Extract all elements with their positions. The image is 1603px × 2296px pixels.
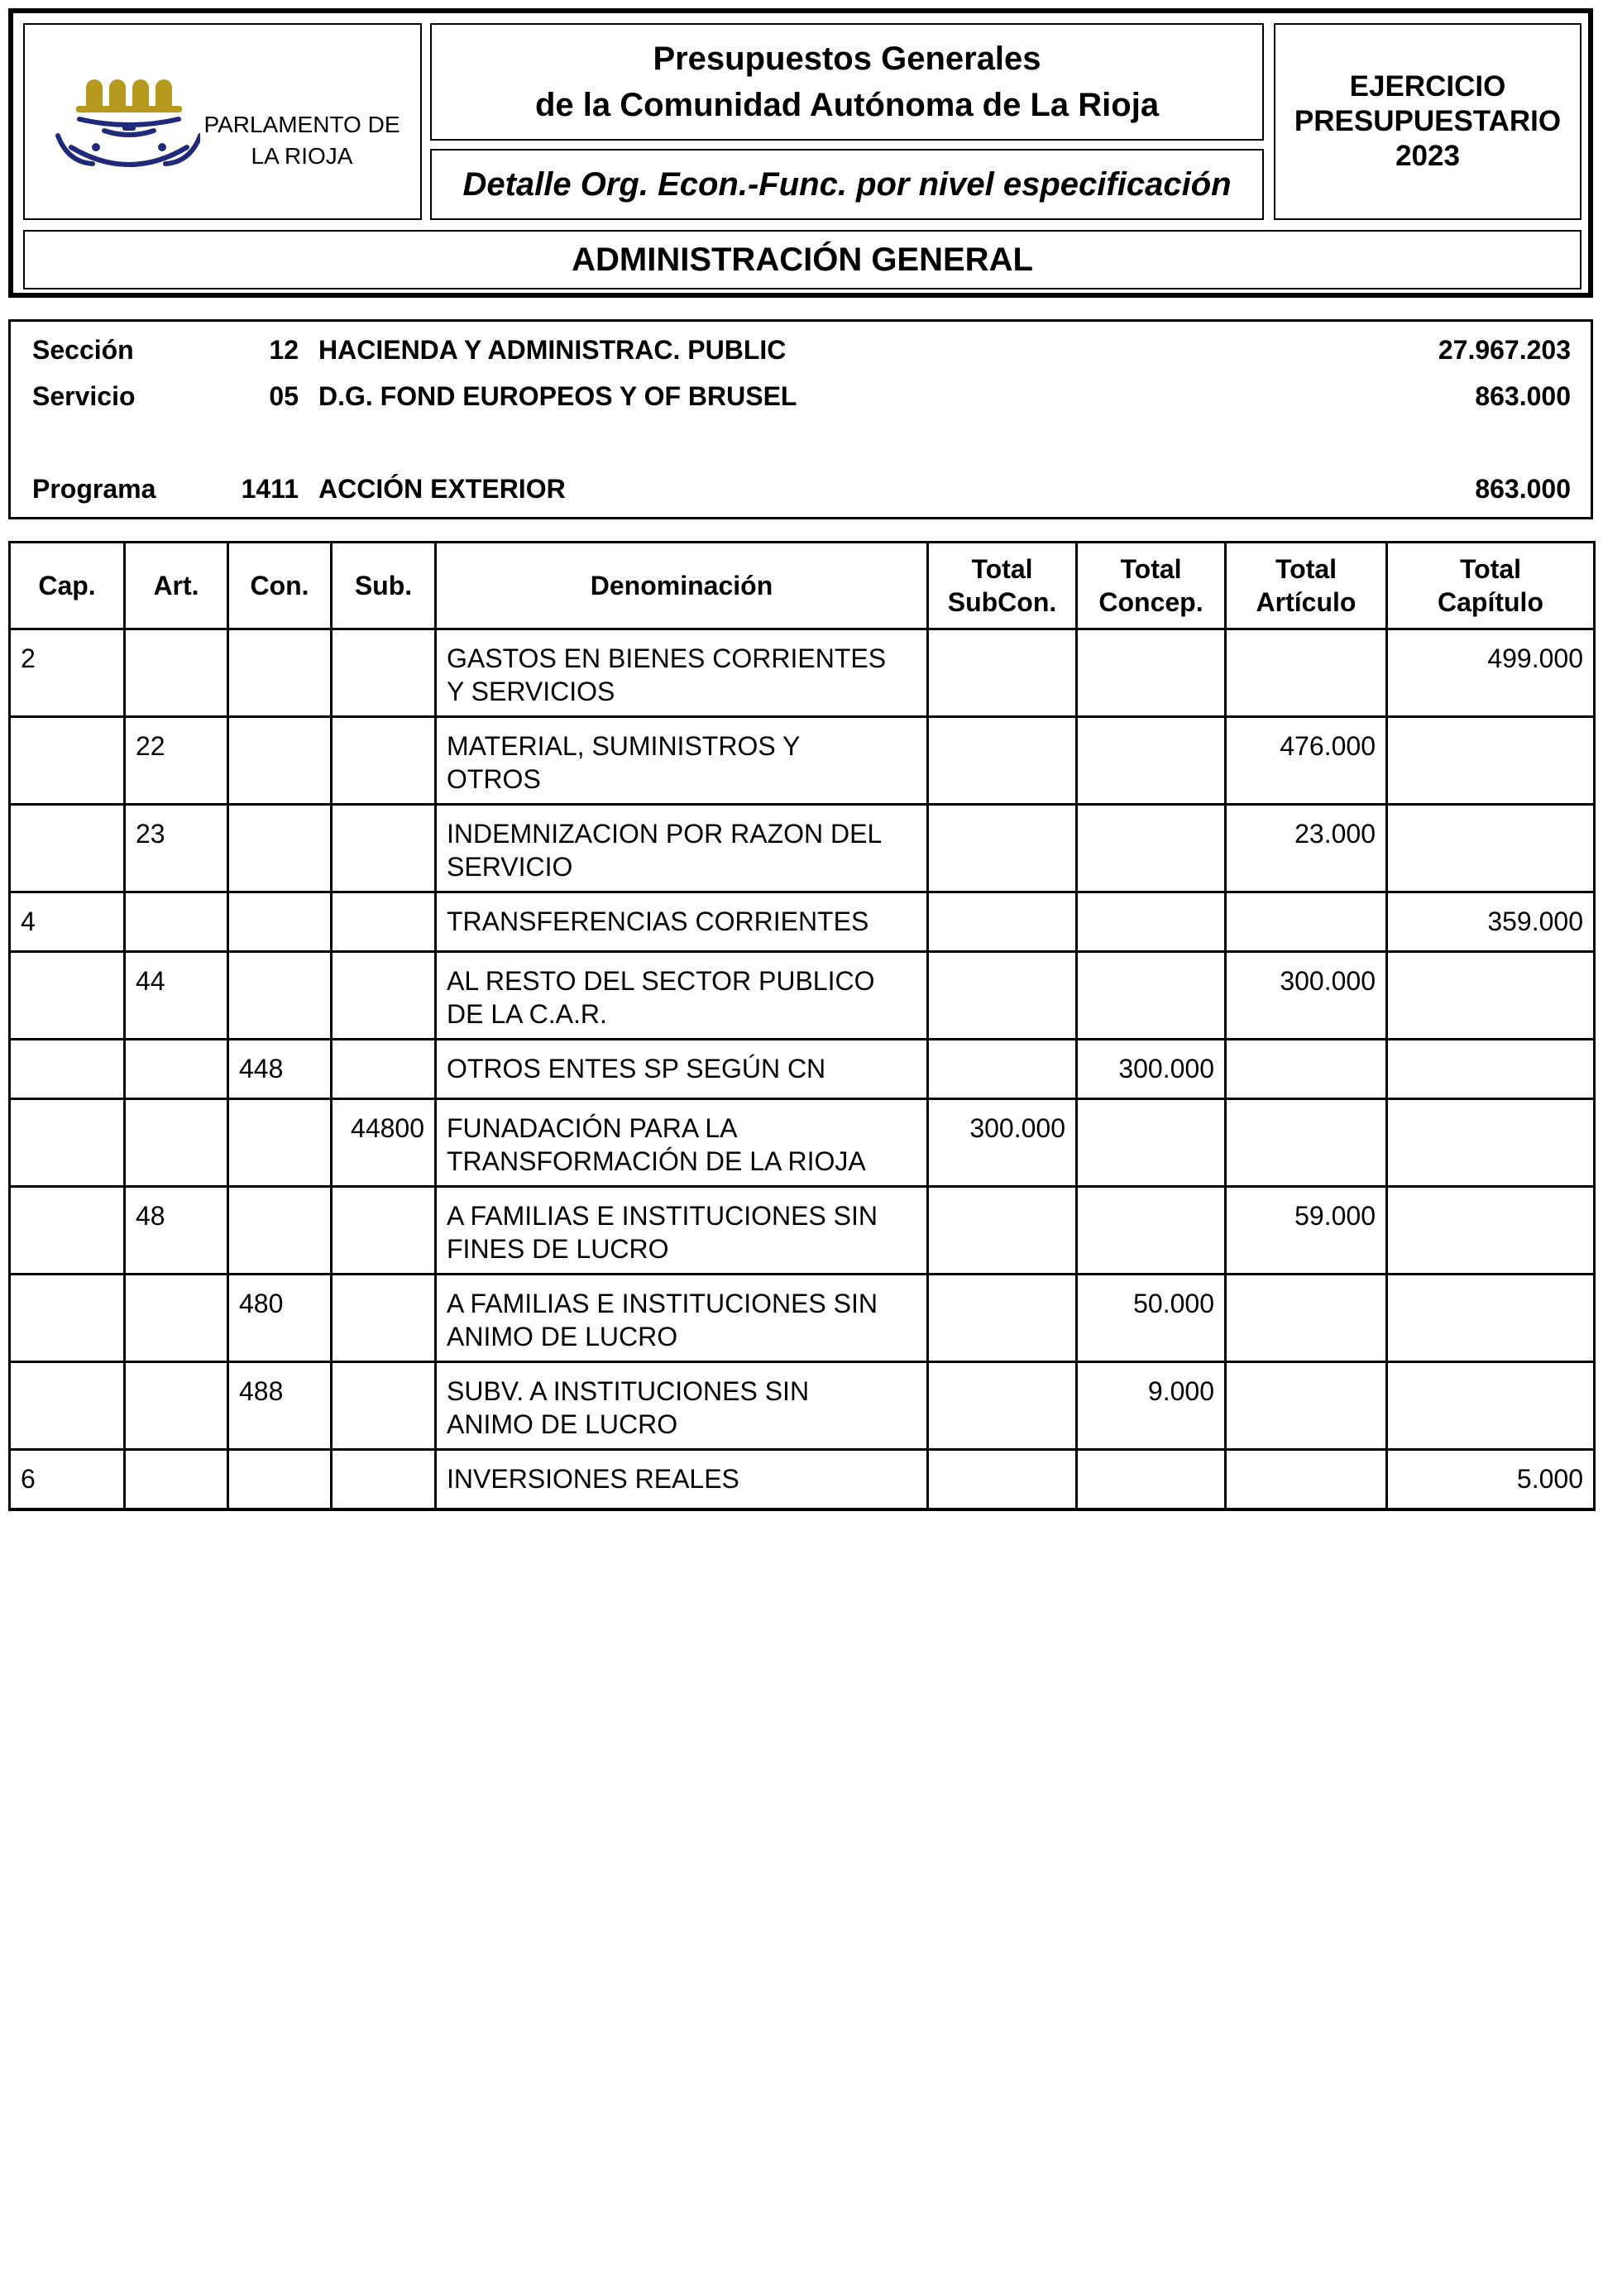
cell-total-subcon <box>928 1040 1077 1099</box>
denominacion-line1: A FAMILIAS E INSTITUCIONES SIN <box>447 1201 878 1231</box>
denominacion-line1: A FAMILIAS E INSTITUCIONES SIN <box>447 1289 878 1318</box>
cell-art <box>125 1450 228 1509</box>
administration-title: ADMINISTRACIÓN GENERAL <box>23 230 1581 289</box>
cell-total-concep <box>1077 1099 1226 1187</box>
cell-total-concep: 50.000 <box>1077 1275 1226 1362</box>
denominacion-line2: DE LA C.A.R. <box>447 999 607 1029</box>
header-total-capitulo-line2: Capítulo <box>1438 587 1543 617</box>
cell-total-articulo <box>1226 1362 1387 1450</box>
cell-art: 48 <box>125 1187 228 1275</box>
year-line2: PRESUPUESTARIO <box>1294 105 1562 137</box>
header-total-articulo <box>1226 543 1387 629</box>
header-total-subcon-line1: Total <box>971 554 1033 584</box>
denominacion-line1: FUNADACIÓN PARA LA <box>447 1113 738 1143</box>
cell-con <box>228 892 332 952</box>
seccion-amount: 27.967.203 <box>1438 335 1571 365</box>
cell-total-subcon <box>928 1187 1077 1275</box>
cell-total-articulo <box>1226 1275 1387 1362</box>
cell-denominacion <box>436 1040 928 1099</box>
table-row <box>10 1099 1595 1187</box>
programa-code: 1411 <box>241 474 299 504</box>
cell-total-capitulo: 359.000 <box>1387 892 1595 952</box>
cell-cap <box>10 717 125 805</box>
servicio-row <box>11 380 1591 413</box>
cell-sub <box>332 1450 436 1509</box>
cell-con <box>228 1099 332 1187</box>
cell-sub <box>332 1275 436 1362</box>
cell-total-concep <box>1077 1450 1226 1509</box>
parliament-logo-icon <box>43 73 200 180</box>
header-total-capitulo <box>1387 543 1595 629</box>
cell-total-concep: 9.000 <box>1077 1362 1226 1450</box>
cell-total-articulo <box>1226 892 1387 952</box>
cell-denominacion <box>436 1275 928 1362</box>
document-subtitle: Detalle Org. Econ.-Func. por nivel especificación <box>430 149 1264 220</box>
denominacion-line1: INDEMNIZACION POR RAZON DEL <box>447 819 883 849</box>
cell-total-articulo <box>1226 629 1387 717</box>
cell-total-subcon <box>928 892 1077 952</box>
denominacion-line2: ANIMO DE LUCRO <box>447 1322 678 1351</box>
table-header <box>10 543 1595 629</box>
programa-amount: 863.000 <box>1475 474 1571 504</box>
cell-art: 44 <box>125 952 228 1040</box>
cell-total-capitulo <box>1387 1099 1595 1187</box>
cell-art: 23 <box>125 805 228 892</box>
cell-total-subcon <box>928 629 1077 717</box>
denominacion-line1: OTROS ENTES SP SEGÚN CN <box>447 1054 826 1083</box>
header-con: Con. <box>228 543 332 629</box>
cell-total-concep <box>1077 1187 1226 1275</box>
cell-con <box>228 717 332 805</box>
table-row <box>10 805 1595 892</box>
cell-total-capitulo <box>1387 1040 1595 1099</box>
cell-denominacion <box>436 717 928 805</box>
cell-cap <box>10 952 125 1040</box>
cell-sub <box>332 717 436 805</box>
cell-sub <box>332 805 436 892</box>
denominacion-line1: SUBV. A INSTITUCIONES SIN <box>447 1376 810 1406</box>
cell-cap <box>10 1040 125 1099</box>
cell-art <box>125 1362 228 1450</box>
cell-total-concep <box>1077 892 1226 952</box>
cell-con: 488 <box>228 1362 332 1450</box>
denominacion-line2: TRANSFORMACIÓN DE LA RIOJA <box>447 1146 866 1176</box>
programa-name: ACCIÓN EXTERIOR <box>318 474 566 504</box>
header-total-articulo-line2: Artículo <box>1256 587 1357 617</box>
section-info-panel <box>8 319 1593 519</box>
table-row <box>10 892 1595 952</box>
cell-con <box>228 629 332 717</box>
title-line2: de la Comunidad Autónoma de La Rioja <box>534 87 1160 123</box>
seccion-row <box>11 333 1591 366</box>
cell-sub <box>332 629 436 717</box>
cell-sub <box>332 1362 436 1450</box>
cell-cap: 6 <box>10 1450 125 1509</box>
cell-total-capitulo <box>1387 805 1595 892</box>
cell-denominacion <box>436 1450 928 1509</box>
denominacion-line2: OTROS <box>447 764 541 794</box>
cell-total-articulo: 300.000 <box>1226 952 1387 1040</box>
table-row <box>10 629 1595 717</box>
budget-table <box>8 541 1596 1511</box>
denominacion-line1: INVERSIONES REALES <box>447 1464 739 1494</box>
table-row <box>10 1040 1595 1099</box>
cell-art <box>125 892 228 952</box>
cell-total-capitulo: 5.000 <box>1387 1450 1595 1509</box>
cell-con <box>228 1187 332 1275</box>
fiscal-year-panel <box>1274 23 1581 220</box>
cell-art <box>125 629 228 717</box>
table-row <box>10 1187 1595 1275</box>
cell-total-subcon <box>928 717 1077 805</box>
denominacion-line2: FINES DE LUCRO <box>447 1234 669 1264</box>
cell-total-subcon <box>928 1275 1077 1362</box>
table-row <box>10 1450 1595 1509</box>
cell-cap <box>10 1362 125 1450</box>
cell-art <box>125 1099 228 1187</box>
cell-denominacion <box>436 805 928 892</box>
cell-total-capitulo <box>1387 1187 1595 1275</box>
header-cap: Cap. <box>10 543 125 629</box>
header-art: Art. <box>125 543 228 629</box>
denominacion-line1: MATERIAL, SUMINISTROS Y <box>447 731 801 761</box>
denominacion-line1: TRANSFERENCIAS CORRIENTES <box>447 906 869 936</box>
cell-total-capitulo <box>1387 952 1595 1040</box>
cell-con: 480 <box>228 1275 332 1362</box>
cell-total-capitulo <box>1387 1362 1595 1450</box>
year-value: 2023 <box>1395 140 1460 172</box>
denominacion-line2: ANIMO DE LUCRO <box>447 1409 678 1439</box>
table-row <box>10 952 1595 1040</box>
cell-total-articulo <box>1226 1450 1387 1509</box>
header-sub: Sub. <box>332 543 436 629</box>
year-line1: EJERCICIO <box>1349 70 1506 103</box>
document-title <box>430 23 1264 141</box>
cell-sub <box>332 1187 436 1275</box>
header-total-capitulo-line1: Total <box>1459 554 1522 584</box>
programa-label: Programa <box>32 474 156 504</box>
servicio-amount: 863.000 <box>1475 381 1571 411</box>
cell-total-concep <box>1077 805 1226 892</box>
institution-name <box>194 109 409 172</box>
cell-cap <box>10 1099 125 1187</box>
cell-sub: 44800 <box>332 1099 436 1187</box>
cell-denominacion <box>436 892 928 952</box>
cell-art <box>125 1275 228 1362</box>
cell-denominacion <box>436 1362 928 1450</box>
cell-total-capitulo <box>1387 1275 1595 1362</box>
cell-cap <box>10 1187 125 1275</box>
cell-total-subcon <box>928 1450 1077 1509</box>
table-body <box>10 629 1595 1509</box>
cell-denominacion <box>436 1099 928 1187</box>
servicio-name: D.G. FOND EUROPEOS Y OF BRUSEL <box>318 381 797 411</box>
cell-total-concep <box>1077 952 1226 1040</box>
cell-denominacion <box>436 1187 928 1275</box>
cell-art <box>125 1040 228 1099</box>
cell-total-articulo: 476.000 <box>1226 717 1387 805</box>
cell-con <box>228 952 332 1040</box>
cell-total-articulo: 59.000 <box>1226 1187 1387 1275</box>
cell-total-articulo <box>1226 1099 1387 1187</box>
logo-panel <box>23 23 422 220</box>
header-total-subcon <box>928 543 1077 629</box>
institution-name-line2: LA RIOJA <box>251 143 353 169</box>
cell-con: 448 <box>228 1040 332 1099</box>
cell-sub <box>332 892 436 952</box>
cell-total-subcon <box>928 805 1077 892</box>
cell-total-concep <box>1077 717 1226 805</box>
cell-total-subcon <box>928 1362 1077 1450</box>
cell-denominacion <box>436 952 928 1040</box>
cell-total-capitulo <box>1387 717 1595 805</box>
cell-cap <box>10 1275 125 1362</box>
cell-cap: 2 <box>10 629 125 717</box>
cell-sub <box>332 952 436 1040</box>
document-header <box>8 8 1593 298</box>
denominacion-line2: SERVICIO <box>447 852 573 882</box>
cell-con <box>228 1450 332 1509</box>
header-total-concep-line1: Total <box>1120 554 1182 584</box>
denominacion-line1: AL RESTO DEL SECTOR PUBLICO <box>447 966 875 996</box>
title-line1: Presupuestos Generales <box>653 41 1041 77</box>
cell-total-capitulo: 499.000 <box>1387 629 1595 717</box>
table-row <box>10 717 1595 805</box>
servicio-label: Servicio <box>32 381 136 411</box>
header-total-concep <box>1077 543 1226 629</box>
header-denominacion: Denominación <box>436 543 928 629</box>
cell-con <box>228 805 332 892</box>
seccion-label: Sección <box>32 335 134 365</box>
cell-total-subcon: 300.000 <box>928 1099 1077 1187</box>
programa-row <box>11 472 1591 505</box>
cell-art: 22 <box>125 717 228 805</box>
cell-cap <box>10 805 125 892</box>
table-row <box>10 1362 1595 1450</box>
table-row <box>10 1275 1595 1362</box>
cell-cap: 4 <box>10 892 125 952</box>
cell-total-concep: 300.000 <box>1077 1040 1226 1099</box>
servicio-code: 05 <box>269 381 299 411</box>
cell-total-articulo: 23.000 <box>1226 805 1387 892</box>
seccion-code: 12 <box>269 335 299 365</box>
header-total-concep-line2: Concep. <box>1098 587 1203 617</box>
header-total-subcon-line2: SubCon. <box>947 587 1057 617</box>
institution-name-line1: PARLAMENTO DE <box>203 112 400 137</box>
header-total-articulo-line1: Total <box>1275 554 1337 584</box>
cell-total-subcon <box>928 952 1077 1040</box>
seccion-name: HACIENDA Y ADMINISTRAC. PUBLIC <box>318 335 787 365</box>
denominacion-line1: GASTOS EN BIENES CORRIENTES <box>447 643 887 673</box>
cell-denominacion <box>436 629 928 717</box>
denominacion-line2: Y SERVICIOS <box>447 677 615 706</box>
cell-sub <box>332 1040 436 1099</box>
cell-total-articulo <box>1226 1040 1387 1099</box>
cell-total-concep <box>1077 629 1226 717</box>
